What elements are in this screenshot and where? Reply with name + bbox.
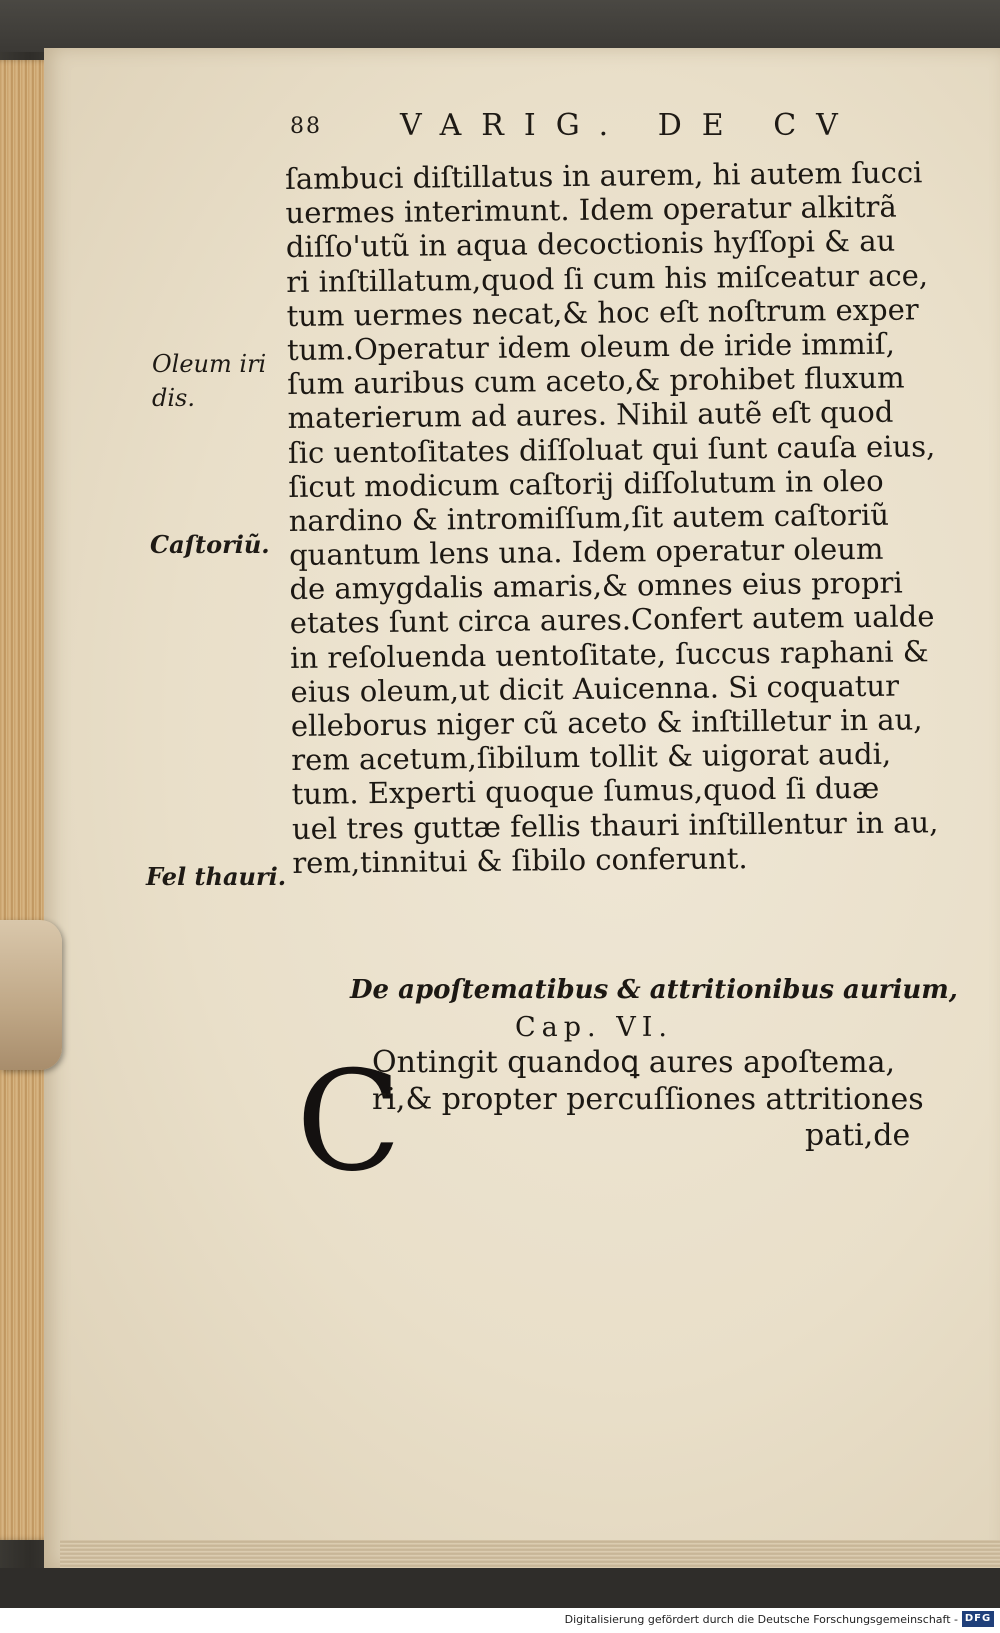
text-line: uermes interimunt. Idem operatur alkitrã <box>285 189 897 231</box>
text-line: elleborus niger cũ aceto & inſtilletur in au, <box>290 702 923 743</box>
chapter-text-line: Ontingit quandoꝗ aures apoſtema, <box>372 1045 896 1080</box>
text-line: ſicut modicum caſtorij diſſolutum in oleo <box>288 463 884 504</box>
text-line: tum. Experti quoque ſumus,quod ſi duæ <box>291 771 880 812</box>
text-line: diſſo'utũ in aqua decoctionis hyſſopi & au <box>285 223 896 265</box>
text-line: ſambuci diſtillatus in aurem, hi autem ſucci <box>285 155 923 196</box>
margin-note-oleum-iri-cont: dis. <box>152 384 195 412</box>
margin-note-fel-thauri: Fel thauri. <box>146 862 287 891</box>
text-line: rem acetum,ſibilum tollit & uigorat audi, <box>291 736 892 778</box>
drop-cap-initial: C <box>296 1041 402 1202</box>
text-line: nardino & intromiſſum,ſit autem caſtoriũ <box>288 497 890 538</box>
text-line: ri inſtillatum,quod ſi cum his miſceatur ace, <box>286 257 929 299</box>
scan-top-border <box>0 0 1000 52</box>
text-line: etates ſunt circa aures.Confert autem ualde <box>289 599 935 641</box>
text-line: in reſoluenda uentoſitate, ſuccus raphani & <box>290 633 929 675</box>
text-line: ſic uentoſitates diſſoluat qui ſunt cauſa eius, <box>287 428 936 470</box>
margin-note-castorium: Caſtoriũ. <box>150 530 270 559</box>
catchword: pati,de <box>805 1118 911 1153</box>
text-line: materierum ad aures. Nihil autẽ eſt quod <box>287 394 894 436</box>
scan-bottom-border <box>0 1568 1000 1608</box>
chapter-text-line: ri,& propter percuſſiones attritiones <box>372 1082 924 1117</box>
text-line: eius oleum,ut dicit Auicenna. Si coquatur <box>290 668 900 709</box>
text-line: uel tres guttæ fellis thauri inſtillentur in au, <box>291 804 939 846</box>
dfg-logo: DFG <box>962 1611 994 1627</box>
text-line: quantum lens una. Idem operatur oleum <box>288 531 884 573</box>
body-text <box>285 155 957 880</box>
book-page-stack-bottom <box>60 1540 1000 1570</box>
text-line: ſum auribus cum aceto,& prohibet fluxum <box>287 360 905 402</box>
text-line: rem,tinnitui & ſibilo conferunt. <box>292 840 748 880</box>
page-clip <box>0 920 62 1070</box>
chapter-title: De apoſtematibus & attritionibus aurium, <box>350 975 958 1005</box>
chapter-number: Cap. VI. <box>515 1012 673 1043</box>
text-line: de amygdalis amaris,& omnes eius propri <box>289 565 903 607</box>
text-line: tum uermes necat,& hoc eſt noſtrum exper <box>286 292 919 333</box>
running-title: VARIG. DE CV <box>400 108 858 143</box>
text-line: tum.Operatur idem oleum de iride immiſ, <box>286 326 896 367</box>
margin-note-oleum-iri: Oleum iri <box>152 350 267 378</box>
digitization-credit: Digitalisierung gefördert durch die Deutsche Forschungsgemeinschaft - <box>564 1613 958 1626</box>
page-number: 88 <box>290 114 322 139</box>
